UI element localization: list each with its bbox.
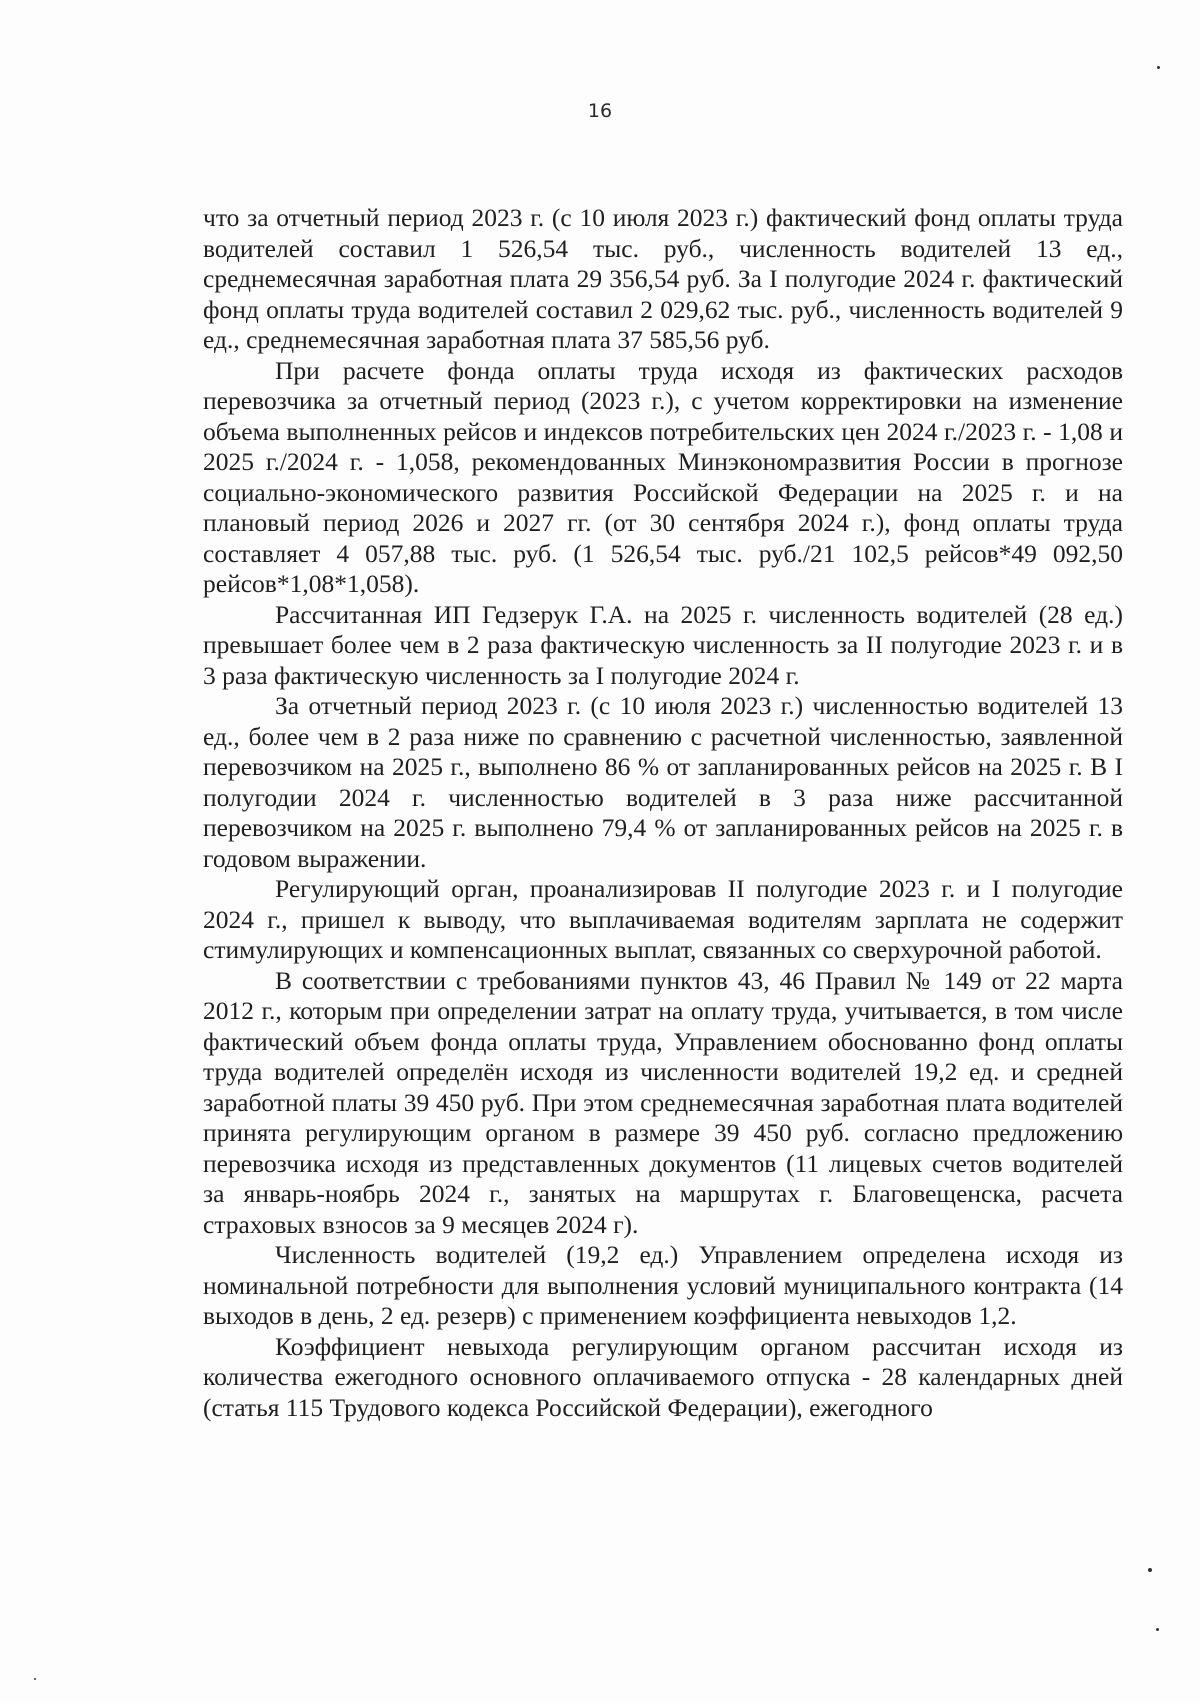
scan-speck xyxy=(1156,1628,1159,1631)
paragraph-6: В соответствии с требованиями пунктов 43, 46 Правил № 149 от 22 марта 2012 г., которым при определении затрат на оплату труда, учитывается, в том числе фактический объем фонда оплаты труда, Управлением обоснованно фонд оплаты труда водителей определён исходя из численности водителей 19,2 ед. и средней заработной платы 39 450 руб. При этом среднемесячная заработная плата водителей принята регулирующим органом в размере 39 450 руб. согласно предложению перевозчика исходя из представленных документов (11 лицевых счетов водителей за январь-ноябрь 2024 г., занятых на маршрутах г. Благовещенска, расчета страховых взносов за 9 месяцев 2024 г). xyxy=(203,965,1123,1239)
paragraph-4: За отчетный период 2023 г. (с 10 июля 2023 г.) численностью водителей 13 ед., более чем в 2 раза ниже по сравнению с расчетной численностью, заявленной перевозчиком на 2025 г., выполнено 86 % от запланированных рейсов на 2025 г. В I полугодии 2024 г. численностью водителей в 3 раза ниже рассчитанной перевозчиком на 2025 г. выполнено 79,4 % от запланированных рейсов на 2025 г. в годовом выражении. xyxy=(203,691,1123,873)
paragraph-3: Рассчитанная ИП Гедзерук Г.А. на 2025 г. численность водителей (28 ед.) превышает более чем в 2 раза фактическую численность за II полугодие 2023 г. и в 3 раза фактическую численность за I полугодие 2024 г. xyxy=(203,599,1123,690)
paragraph-1: что за отчетный период 2023 г. (с 10 июля 2023 г.) фактический фонд оплаты труда водителей составил 1 526,54 тыс. руб., численность водителей 13 ед., среднемесячная заработная плата 29 356,54 руб. За I полугодие 2024 г. фактический фонд оплаты труда водителей составил 2 029,62 тыс. руб., численность водителей 9 ед., среднемесячная заработная плата 37 585,56 руб. xyxy=(203,203,1123,354)
scan-speck xyxy=(34,1678,36,1680)
scan-speck xyxy=(1157,66,1160,69)
paragraph-8: Коэффициент невыхода регулирующим органом рассчитан исходя из количества ежегодного основного оплачиваемого отпуска - 28 календарных дней (статья 115 Трудового кодекса Российской Федерации), ежегодного xyxy=(203,1331,1123,1422)
document-body xyxy=(203,203,1123,1423)
paragraph-2: При расчете фонда оплаты труда исходя из фактических расходов перевозчика за отчетный период (2023 г.), с учетом корректировки на изменение объема выполненных рейсов и индексов потребительских цен 2024 г./2023 г. - 1,08 и 2025 г./2024 г. - 1,058, рекомендованных Минэкономразвития России в прогнозе социально-экономического развития Российской Федерации на 2025 г. и на плановый период 2026 и 2027 гг. (от 30 сентября 2024 г.), фонд оплаты труда составляет 4 057,88 тыс. руб. (1 526,54 тыс. руб./21 102,5 рейсов*49 092,50 рейсов*1,08*1,058). xyxy=(203,355,1123,598)
page-number: 16 xyxy=(587,100,613,122)
paragraph-7: Численность водителей (19,2 ед.) Управлением определена исходя из номинальной потребности для выполнения условий муниципального контракта (14 выходов в день, 2 ед. резерв) с применением коэффициента невыходов 1,2. xyxy=(203,1240,1123,1330)
scan-speck xyxy=(1148,1568,1152,1572)
paragraph-5: Регулирующий орган, проанализировав II полугодие 2023 г. и I полугодие 2024 г., пришел к выводу, что выплачиваемая водителям зарплата не содержит стимулирующих и компенсационных выплат, связанных со сверхурочной работой. xyxy=(203,874,1123,964)
